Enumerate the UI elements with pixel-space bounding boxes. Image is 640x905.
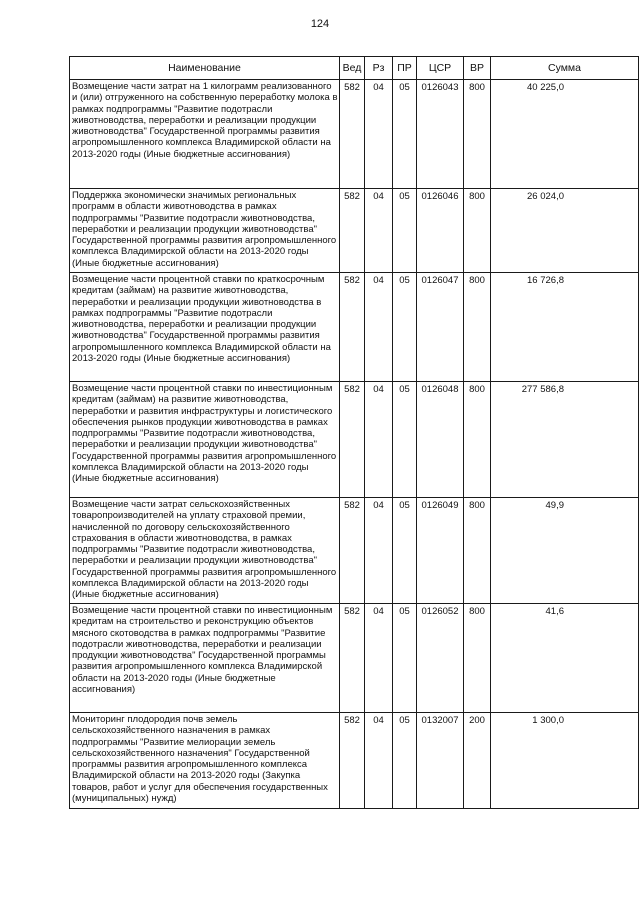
row-rz-cell: 04: [365, 498, 393, 604]
row-ved-cell: 582: [340, 713, 365, 809]
row-pr-cell: 05: [393, 498, 417, 604]
row-sum-cell: 41,6: [491, 604, 639, 713]
row-name-cell: Возмещение части затрат на 1 килограмм реализованного и (или) отгруженного на собственную переработку молока в рамках подпрограммы "Развитие подотрасли животноводства, переработки и реализации продукции животноводства" Государственной программы развития агропромышленного комплекса Владимирской области на 2013-2020 годы (Иные бюджетные ассигнования): [70, 80, 340, 189]
page-number: 124: [310, 18, 330, 30]
row-pr-cell: 05: [393, 604, 417, 713]
row-rz-cell: 04: [365, 80, 393, 189]
row-csr-cell: 0126043: [417, 80, 464, 189]
row-vr-cell: 800: [464, 498, 491, 604]
row-csr-cell: 0126046: [417, 189, 464, 273]
column-header-csr: ЦСР: [417, 57, 464, 80]
table-row: [70, 382, 639, 498]
row-name-cell: Возмещение части процентной ставки по инвестиционным кредитам (займам) на развитие животноводства, переработки и развития инфраструктуры и логистического обеспечения рынков продукции животноводства в рамках подпрограммы "Развитие подотрасли животноводства, переработки и реализации продукции животноводства" Государственной программы развития агропромышленного комплекса Владимирской области на 2013-2020 годы (Иные бюджетные ассигнования): [70, 382, 340, 498]
row-csr-cell: 0126048: [417, 382, 464, 498]
row-name-cell: Возмещение части процентной ставки по инвестиционным кредитам на строительство и реконструкцию объектов мясного скотоводства в рамках подпрограммы "Развитие подотрасли животноводства, переработки и реализации продукции животноводства" Государственной программы развития агропромышленного комплекса Владимирской области на 2013-2020 годы (Иные бюджетные ассигнования): [70, 604, 340, 713]
row-sum-cell: 277 586,8: [491, 382, 639, 498]
row-rz-cell: 04: [365, 189, 393, 273]
row-vr-cell: 800: [464, 189, 491, 273]
budget-table-container: [69, 56, 638, 809]
table-row: [70, 498, 639, 604]
row-sum-cell: 49,9: [491, 498, 639, 604]
row-csr-cell: 0132007: [417, 713, 464, 809]
row-name-cell: Возмещение части затрат сельскохозяйственных товаропроизводителей на уплату страховой премии, начисленной по договору сельскохозяйственного страхования в области животноводства, в рамках подпрограммы "Развитие подотрасли животноводства, переработки и реализации продукции животноводства" Государственной программы развития агропромышленного комплекса Владимирской области на 2013-2020 годы (Иные бюджетные ассигнования): [70, 498, 340, 604]
row-rz-cell: 04: [365, 604, 393, 713]
column-header-name: Наименование: [70, 57, 340, 80]
table-row: [70, 80, 639, 189]
column-header-sum: Сумма: [491, 57, 639, 80]
row-csr-cell: 0126047: [417, 273, 464, 382]
row-pr-cell: 05: [393, 382, 417, 498]
row-sum-cell: 40 225,0: [491, 80, 639, 189]
table-row: [70, 604, 639, 713]
row-name-cell: Возмещение части процентной ставки по краткосрочным кредитам (займам) на развитие животноводства, переработки и реализации продукции животноводства в рамках подпрограммы "Развитие подотрасли животноводства, переработки и реализации продукции животноводства" Государственной программы развития агропромышленного комплекса Владимирской области на 2013-2020 годы (Иные бюджетные ассигнования): [70, 273, 340, 382]
row-vr-cell: 800: [464, 382, 491, 498]
row-ved-cell: 582: [340, 382, 365, 498]
row-sum-cell: 16 726,8: [491, 273, 639, 382]
row-sum-cell: 26 024,0: [491, 189, 639, 273]
row-name-cell: Поддержка экономически значимых региональных программ в области животноводства в рамках подпрограммы "Развитие подотрасли животноводства, переработки и реализации продукции животноводства" Государственной программы развития агропромышленного комплекса Владимирской области на 2013-2020 годы (Иные бюджетные ассигнования): [70, 189, 340, 273]
row-vr-cell: 800: [464, 80, 491, 189]
row-sum-cell: 1 300,0: [491, 713, 639, 809]
row-vr-cell: 800: [464, 273, 491, 382]
row-pr-cell: 05: [393, 189, 417, 273]
row-rz-cell: 04: [365, 713, 393, 809]
row-pr-cell: 05: [393, 713, 417, 809]
table-row: [70, 189, 639, 273]
row-rz-cell: 04: [365, 273, 393, 382]
column-header-vr: ВР: [464, 57, 491, 80]
table-row: [70, 713, 639, 809]
row-ved-cell: 582: [340, 273, 365, 382]
row-csr-cell: 0126052: [417, 604, 464, 713]
row-ved-cell: 582: [340, 80, 365, 189]
row-vr-cell: 800: [464, 604, 491, 713]
row-ved-cell: 582: [340, 604, 365, 713]
column-header-ved: Вед: [340, 57, 365, 80]
row-vr-cell: 200: [464, 713, 491, 809]
column-header-pr: ПР: [393, 57, 417, 80]
row-name-cell: Мониторинг плодородия почв земель сельскохозяйственного назначения в рамках подпрограммы "Развитие мелиорации земель сельскохозяйственного назначения" Государственной программы развития агропромышленного комплекса Владимирской области на 2013-2020 годы (Закупка товаров, работ и услуг для обеспечения государственных (муниципальных) нужд): [70, 713, 340, 809]
row-pr-cell: 05: [393, 273, 417, 382]
budget-table: [69, 56, 639, 809]
column-header-rz: Рз: [365, 57, 393, 80]
table-row: [70, 273, 639, 382]
row-rz-cell: 04: [365, 382, 393, 498]
row-ved-cell: 582: [340, 189, 365, 273]
row-ved-cell: 582: [340, 498, 365, 604]
row-pr-cell: 05: [393, 80, 417, 189]
row-csr-cell: 0126049: [417, 498, 464, 604]
table-header-row: [70, 57, 639, 80]
